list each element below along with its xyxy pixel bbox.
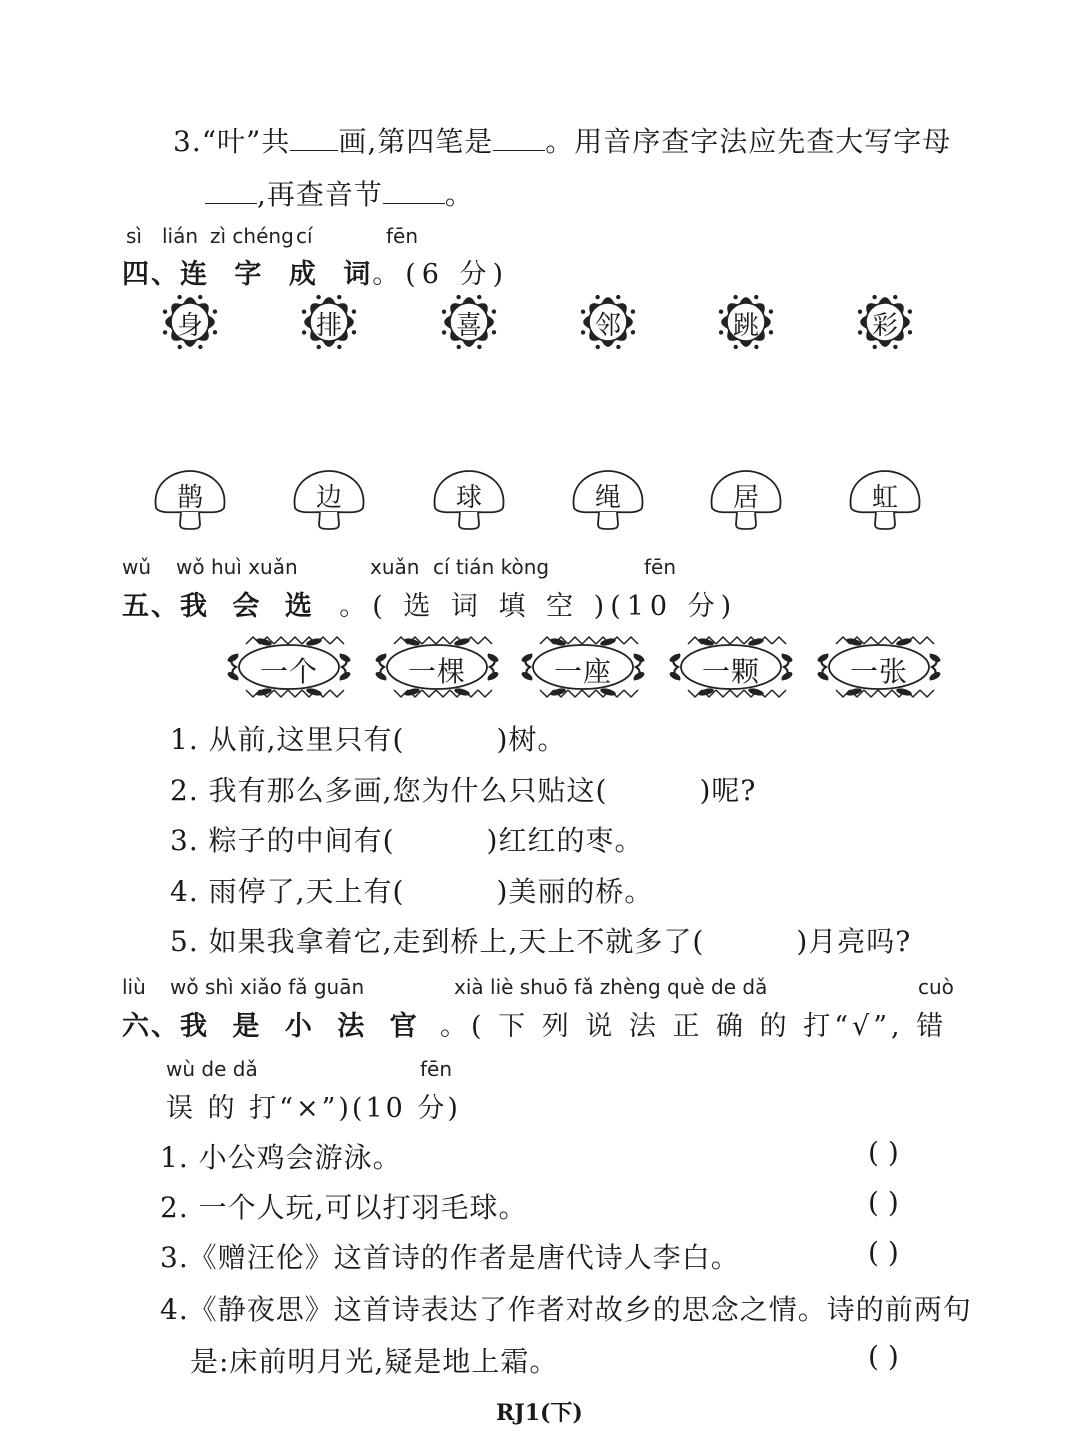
s5-pinyin-1: wǔ xyxy=(122,555,152,579)
s4-pinyin-4: cí xyxy=(296,224,313,248)
judge-parens[interactable]: ( ) xyxy=(868,1236,899,1269)
mushroom-character[interactable]: 居 xyxy=(732,483,759,513)
mushroom-character[interactable]: 绳 xyxy=(594,483,621,513)
word-option[interactable]: 一张 xyxy=(849,655,908,688)
judge-parens[interactable]: ( ) xyxy=(868,1340,899,1373)
s6-statement-2: 2. 一个人玩,可以打羽毛球。 xyxy=(160,1191,528,1224)
q3-line2: ,再查音节 。 xyxy=(205,173,474,213)
word-option[interactable]: 一座 xyxy=(553,655,612,688)
s6-pinyin-1: liù xyxy=(122,975,146,999)
s5-pinyin-4: cí tián kòng xyxy=(433,555,550,579)
s4-pinyin-3: zì chéng xyxy=(210,224,294,248)
s5-title: 五、我 会 选 。( 选 词 填 空 )(10 分) xyxy=(122,591,738,622)
s4-pinyin-2: lián xyxy=(162,224,199,248)
s4-title: 四、连 字 成 词。(6 分) xyxy=(122,259,510,290)
flower-character[interactable]: 身 xyxy=(176,311,203,341)
s5-pinyin-3: xuǎn xyxy=(370,555,420,579)
s5-question-2: 2. 我有那么多画,您为什么只贴这( )呢? xyxy=(170,774,757,807)
flower-character[interactable]: 跳 xyxy=(732,311,759,341)
s6-title: 六、我 是 小 法 官 。( 下 列 说 法 正 确 的 打“√”, 错 xyxy=(122,1011,948,1042)
s6-pinyin-4: cuò xyxy=(918,975,954,999)
judge-parens[interactable]: ( ) xyxy=(868,1136,899,1169)
word-option[interactable]: 一个 xyxy=(259,655,318,688)
flower-character[interactable]: 喜 xyxy=(455,311,482,341)
word-option[interactable]: 一棵 xyxy=(407,655,466,688)
s6-pinyin-3: xià liè shuō fǎ zhèng què de dǎ xyxy=(454,975,768,999)
s5-question-5: 5. 如果我拿着它,走到桥上,天上不就多了( )月亮吗? xyxy=(170,925,912,958)
s6-pinyin-line2-1: wù de dǎ xyxy=(166,1057,258,1081)
letter-blank[interactable] xyxy=(205,179,257,204)
s6-statement-1: 1. 小公鸡会游泳。 xyxy=(160,1141,402,1174)
s6-statement-4-line2: 是:床前明月光,疑是地上霜。 xyxy=(190,1345,559,1378)
word-option[interactable]: 一颗 xyxy=(701,655,760,688)
s5-question-4: 4. 雨停了,天上有( )美丽的桥。 xyxy=(170,875,654,908)
mushroom-character[interactable]: 鹊 xyxy=(176,483,203,513)
mushroom-character[interactable]: 边 xyxy=(315,483,342,513)
s5-question-3: 3. 粽子的中间有( )红红的枣。 xyxy=(170,824,644,857)
mushroom-character[interactable]: 虹 xyxy=(871,483,898,513)
judge-parens[interactable]: ( ) xyxy=(868,1186,899,1219)
s5-question-1: 1. 从前,这里只有( )树。 xyxy=(170,723,567,756)
flower-character[interactable]: 邻 xyxy=(594,311,621,341)
flower-character[interactable]: 彩 xyxy=(871,311,898,341)
q3-line1: 3.“叶”共 画,第四笔是 。用音序查字法应先查大写字母 xyxy=(173,125,952,158)
s6-pinyin-line2-2: fēn xyxy=(420,1057,453,1081)
s5-pinyin-2: wǒ huì xuǎn xyxy=(176,555,298,579)
s4-pinyin-5: fēn xyxy=(386,224,419,248)
fourth-stroke-blank[interactable] xyxy=(493,126,545,151)
s6-statement-3: 3.《赠汪伦》这首诗的作者是唐代诗人李白。 xyxy=(160,1241,740,1274)
s6-title-line2: 误 的 打“×”)(10 分) xyxy=(166,1093,461,1124)
s5-pinyin-5: fēn xyxy=(644,555,677,579)
s4-pinyin-1: sì xyxy=(126,224,142,248)
s6-statement-4: 4.《静夜思》这首诗表达了作者对故乡的思念之情。诗的前两句 xyxy=(160,1293,972,1326)
mushroom-character[interactable]: 球 xyxy=(455,483,482,513)
flower-character[interactable]: 排 xyxy=(315,311,342,341)
syllable-blank[interactable] xyxy=(383,179,445,204)
s6-pinyin-2: wǒ shì xiǎo fǎ guān xyxy=(170,975,365,999)
stroke-count-blank[interactable] xyxy=(290,126,338,151)
page-footer: RJ1(下) xyxy=(496,1400,583,1426)
